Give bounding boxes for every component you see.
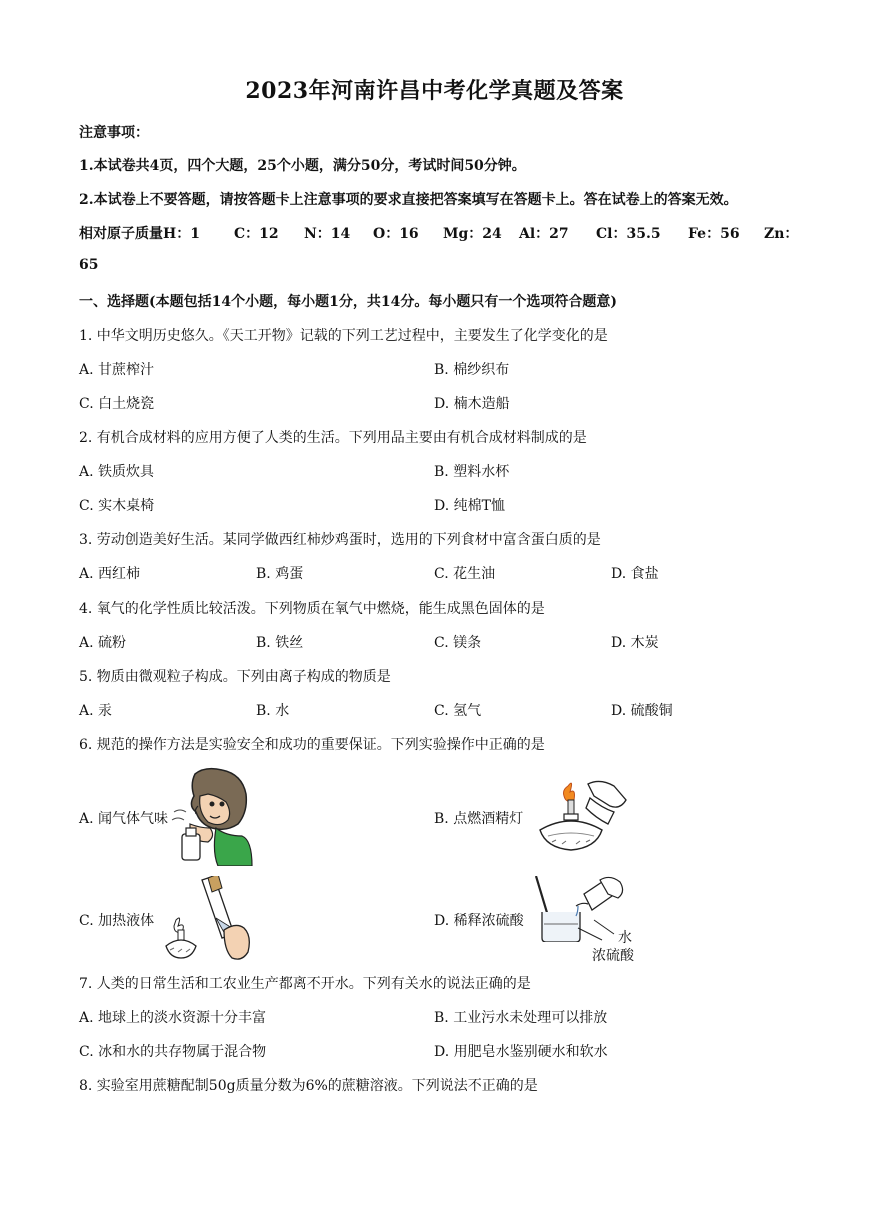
option-c: C. 实木桌椅 — [79, 498, 155, 514]
atomic-mass-cl: Cl：35.5 — [596, 226, 661, 242]
option-b: B. 塑料水杯 — [434, 464, 510, 480]
question-stem: 4. 氧气的化学性质比较活泼。下列物质在氧气中燃烧，能生成黑色固体的是 — [79, 601, 545, 617]
option-a: A. 汞 — [79, 703, 113, 719]
option-a: A. 西红柿 — [79, 566, 141, 582]
page-title: 2023年河南许昌中考化学真题及答案 — [245, 78, 624, 104]
option-b: B. 棉纱织布 — [434, 362, 510, 378]
option-d: D. 木炭 — [611, 635, 659, 651]
option-c: C. 加热液体 — [79, 913, 155, 929]
option-a: A. 地球上的淡水资源十分丰富 — [79, 1010, 267, 1026]
option-c: C. 氢气 — [434, 703, 482, 719]
atomic-mass-al: Al：27 — [519, 226, 569, 242]
option-a: A. 闻气体气味 — [79, 811, 169, 827]
option-b: B. 点燃酒精灯 — [434, 811, 524, 827]
notice-item: 2.本试卷上不要答题，请按答题卡上注意事项的要求直接把答案填写在答题卡上。答在试卷上的答案无效。 — [79, 192, 738, 208]
atomic-mass-wrap: 65 — [79, 257, 99, 273]
option-b: B. 鸡蛋 — [256, 566, 304, 582]
option-a: A. 铁质炊具 — [79, 464, 155, 480]
question-stem: 2. 有机合成材料的应用方便了人类的生活。下列用品主要由有机合成材料制成的是 — [79, 430, 587, 446]
atomic-mass-fe: Fe：56 — [688, 226, 740, 242]
notice-heading: 注意事项： — [79, 125, 149, 141]
dilute-acid-figure — [532, 876, 628, 942]
option-c: C. 冰和水的共存物属于混合物 — [79, 1044, 267, 1060]
atomic-mass-label: 相对原子质量H：1 — [79, 226, 200, 242]
question-stem: 1. 中华文明历史悠久。《天工开物》记载的下列工艺过程中，主要发生了化学变化的是 — [79, 328, 608, 344]
option-b: B. 水 — [256, 703, 290, 719]
question-stem: 3. 劳动创造美好生活。某同学做西红柿炒鸡蛋时，选用的下列食材中富含蛋白质的是 — [79, 532, 601, 548]
water-label: 水 — [618, 930, 632, 946]
question-stem: 5. 物质由微观粒子构成。下列由离子构成的物质是 — [79, 669, 391, 685]
option-d: D. 食盐 — [611, 566, 659, 582]
option-c: C. 白土烧瓷 — [79, 396, 155, 412]
option-d: D. 稀释浓硫酸 — [434, 913, 524, 929]
smell-gas-figure — [160, 766, 255, 866]
option-d: D. 纯棉T恤 — [434, 498, 505, 514]
option-c: C. 镁条 — [434, 635, 482, 651]
option-b: B. 铁丝 — [256, 635, 304, 651]
option-c: C. 花生油 — [434, 566, 496, 582]
notice-item: 1.本试卷共4页，四个大题，25个小题，满分50分，考试时间50分钟。 — [79, 158, 526, 174]
alcohol-lamp-figure — [530, 778, 630, 860]
atomic-mass-n: N：14 — [304, 226, 351, 242]
option-b: B. 工业污水未处理可以排放 — [434, 1010, 608, 1026]
atomic-mass-zn: Zn： — [764, 226, 799, 242]
option-d: D. 楠木造船 — [434, 396, 510, 412]
atomic-mass-c: C：12 — [234, 226, 279, 242]
section-heading: 一、选择题(本题包括14个小题，每小题1分，共14分。每小题只有一个选项符合题意) — [79, 294, 617, 310]
option-d: D. 用肥皂水鉴别硬水和软水 — [434, 1044, 608, 1060]
question-stem: 7. 人类的日常生活和工农业生产都离不开水。下列有关水的说法正确的是 — [79, 976, 531, 992]
atomic-mass-o: O：16 — [373, 226, 419, 242]
atomic-mass-mg: Mg：24 — [443, 226, 502, 242]
question-stem: 6. 规范的操作方法是实验安全和成功的重要保证。下列实验操作中正确的是 — [79, 737, 545, 753]
option-a: A. 硫粉 — [79, 635, 127, 651]
heat-liquid-figure — [162, 876, 254, 962]
option-d: D. 硫酸铜 — [611, 703, 673, 719]
option-a: A. 甘蔗榨汁 — [79, 362, 155, 378]
question-stem: 8. 实验室用蔗糖配制50g质量分数为6%的蔗糖溶液。下列说法不正确的是 — [79, 1078, 538, 1094]
concentrated-acid-label: 浓硫酸 — [592, 948, 634, 964]
